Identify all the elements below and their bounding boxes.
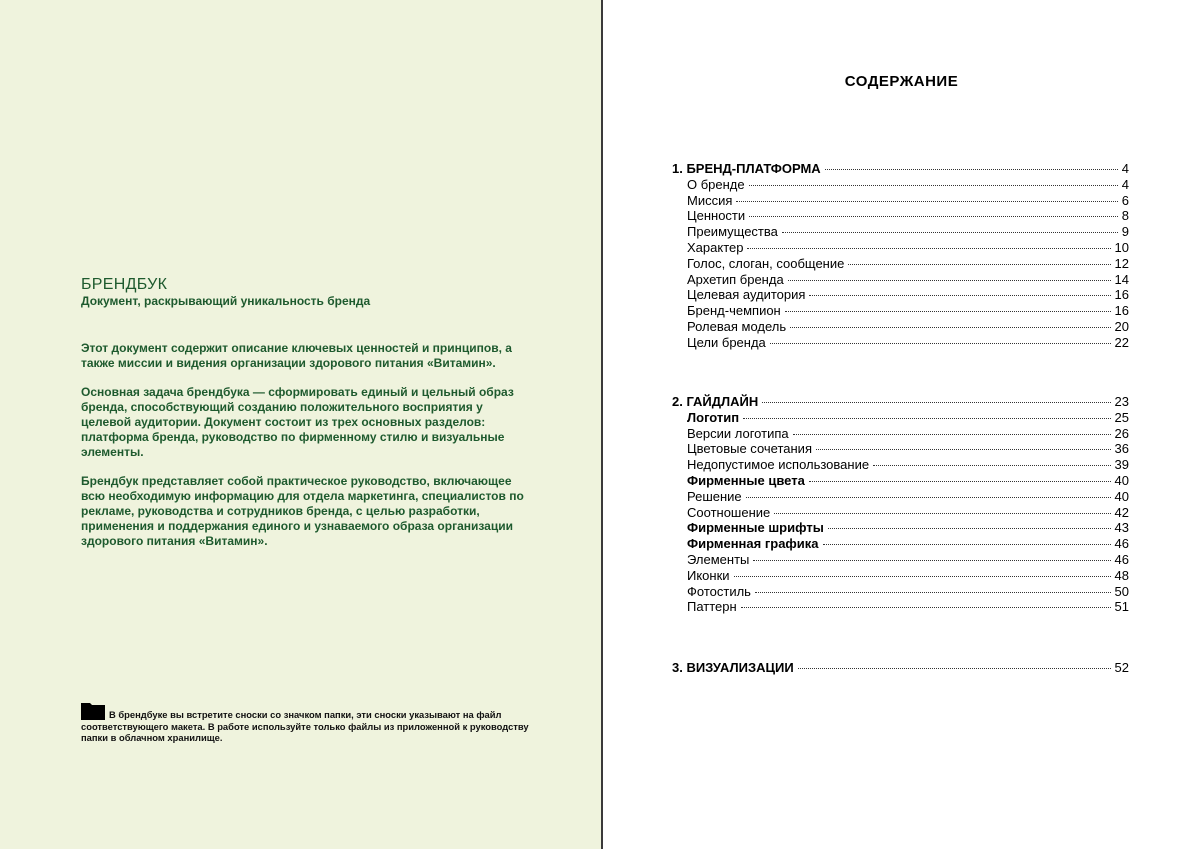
toc-entry[interactable] bbox=[672, 319, 1129, 335]
toc-entry-label: Голос, слоган, сообщение bbox=[687, 255, 845, 271]
toc-dot-leader bbox=[823, 544, 1111, 545]
toc-entry-label: Целевая аудитория bbox=[687, 287, 806, 303]
toc-page-number: 43 bbox=[1114, 520, 1129, 536]
toc-entry-label: Цели бренда bbox=[687, 334, 766, 350]
toc-entry-label: Иконки bbox=[687, 567, 730, 583]
toc-dot-leader bbox=[809, 481, 1111, 482]
toc-dot-leader bbox=[790, 327, 1110, 328]
toc-entry-label: Характер bbox=[687, 239, 744, 255]
toc-page-number: 16 bbox=[1114, 287, 1129, 303]
toc-dot-leader bbox=[749, 216, 1118, 217]
toc-entry[interactable] bbox=[672, 335, 1129, 351]
toc-page-number: 20 bbox=[1114, 318, 1129, 334]
toc-dot-leader bbox=[746, 497, 1111, 498]
toc-dot-leader bbox=[782, 232, 1118, 233]
footnote-text: В брендбуке вы встретите сноски со значком папки, эти сноски указывают на файл соответствующего макета. В работе используйте только файлы из приложенной к руководству папки в облачном хранилище. bbox=[81, 709, 529, 743]
toc-page-number: 9 bbox=[1121, 224, 1129, 240]
toc-entry-label: Недопустимое использование bbox=[687, 457, 870, 473]
toc-page-number: 6 bbox=[1121, 192, 1129, 208]
footnote bbox=[81, 703, 541, 744]
toc-page-number: 40 bbox=[1114, 472, 1129, 488]
right-page bbox=[603, 0, 1200, 849]
toc-entry-label: Паттерн bbox=[687, 599, 737, 615]
toc-section-guideline bbox=[672, 394, 1129, 615]
toc-entry[interactable] bbox=[672, 193, 1129, 209]
toc-page-number: 51 bbox=[1114, 599, 1129, 615]
toc-dot-leader bbox=[798, 668, 1111, 669]
toc-dot-leader bbox=[816, 449, 1111, 450]
brandbook-subtitle: Документ, раскрывающий уникальность бренда bbox=[81, 294, 371, 308]
toc-page-number: 40 bbox=[1114, 488, 1129, 504]
toc-entry-label: О бренде bbox=[687, 176, 745, 192]
toc-entry-label: Архетип бренда bbox=[687, 271, 784, 287]
toc-page-number: 25 bbox=[1114, 409, 1129, 425]
brandbook-title: БРЕНДБУК bbox=[81, 276, 168, 293]
toc-entry[interactable] bbox=[672, 441, 1129, 457]
toc-entry[interactable] bbox=[672, 224, 1129, 240]
toc-entry-label: Миссия bbox=[687, 192, 733, 208]
toc-dot-leader bbox=[788, 280, 1111, 281]
toc-page-number: 39 bbox=[1114, 457, 1129, 473]
toc-entry[interactable] bbox=[672, 240, 1129, 256]
toc-page-number: 42 bbox=[1114, 504, 1129, 520]
intro-block bbox=[81, 276, 531, 549]
toc-entry[interactable] bbox=[672, 536, 1129, 552]
toc-entry[interactable] bbox=[672, 489, 1129, 505]
toc-dot-leader bbox=[762, 402, 1110, 403]
toc-page-number: 12 bbox=[1114, 255, 1129, 271]
intro-paragraph: Основная задача брендбука — сформировать единый и цельный образ бренда, способствующий созданию положительного восприятия у целевой аудитории. Документ состоит из трех основных разделов: платформа бренда, руководство по фирменному стилю и визуальные элементы. bbox=[81, 385, 514, 459]
toc-entry[interactable] bbox=[672, 552, 1129, 568]
toc-entry[interactable] bbox=[672, 426, 1129, 442]
toc-page-number: 46 bbox=[1114, 551, 1129, 567]
toc-page-number: 14 bbox=[1114, 271, 1129, 287]
toc-page-number: 26 bbox=[1114, 425, 1129, 441]
toc-entry[interactable] bbox=[672, 410, 1129, 426]
toc-dot-leader bbox=[828, 528, 1111, 529]
toc-dot-leader bbox=[848, 264, 1110, 265]
toc-dot-leader bbox=[825, 169, 1118, 170]
toc-entry-label: Фирменные шрифты bbox=[687, 520, 824, 536]
toc-page-number: 4 bbox=[1121, 161, 1129, 176]
toc-entry-label: Версии логотипа bbox=[687, 425, 789, 441]
toc-entry-label: Логотип bbox=[687, 409, 740, 425]
toc-entry-label: Ценности bbox=[687, 208, 746, 224]
toc-entry[interactable] bbox=[672, 599, 1129, 615]
toc-entry[interactable] bbox=[672, 208, 1129, 224]
toc-dot-leader bbox=[785, 311, 1111, 312]
toc-entry[interactable] bbox=[672, 568, 1129, 584]
toc-entry[interactable] bbox=[672, 505, 1129, 521]
toc-entry-label: 3. ВИЗУАЛИЗАЦИИ bbox=[672, 660, 794, 675]
toc-dot-leader bbox=[747, 248, 1110, 249]
toc-entry[interactable] bbox=[672, 520, 1129, 536]
toc-entry[interactable] bbox=[672, 584, 1129, 600]
toc-entry[interactable] bbox=[672, 457, 1129, 473]
toc-page-number: 8 bbox=[1121, 208, 1129, 224]
toc-page-number: 16 bbox=[1114, 303, 1129, 319]
toc-entry-label: Соотношение bbox=[687, 504, 771, 520]
toc-section-heading[interactable] bbox=[672, 394, 1129, 410]
toc-dot-leader bbox=[736, 201, 1117, 202]
toc-page-number: 4 bbox=[1121, 176, 1129, 192]
toc-dot-leader bbox=[770, 343, 1111, 344]
toc-entry[interactable] bbox=[672, 303, 1129, 319]
toc-entry-label: 2. ГАЙДЛАЙН bbox=[672, 394, 759, 409]
toc-section-heading[interactable] bbox=[672, 660, 1129, 676]
toc-dot-leader bbox=[755, 592, 1111, 593]
toc-dot-leader bbox=[753, 560, 1110, 561]
toc-entry-label: Цветовые сочетания bbox=[687, 441, 812, 457]
toc-section-brand-platform bbox=[672, 161, 1129, 351]
folder-icon bbox=[81, 703, 105, 720]
toc-section-heading[interactable] bbox=[672, 161, 1129, 177]
toc-dot-leader bbox=[793, 434, 1111, 435]
toc-entry[interactable] bbox=[672, 272, 1129, 288]
toc-entry-label: Элементы bbox=[687, 551, 750, 567]
intro-paragraph: Брендбук представляет собой практическое руководство, включающее всю необходимую информацию для отдела маркетинга, специалистов по рекламе, руководства и сотрудников бренда, с целью разработки, применения и поддержания единого и узнаваемого образа организации здорового питания «Витамин». bbox=[81, 474, 524, 548]
toc-dot-leader bbox=[809, 295, 1110, 296]
toc-entry-label: 1. БРЕНД-ПЛАТФОРМА bbox=[672, 161, 821, 176]
toc-dot-leader bbox=[749, 185, 1118, 186]
toc-page-number: 10 bbox=[1114, 239, 1129, 255]
toc-entry[interactable] bbox=[672, 256, 1129, 272]
toc-entry[interactable] bbox=[672, 177, 1129, 193]
toc-title: СОДЕРЖАНИЕ bbox=[844, 73, 959, 90]
toc-dot-leader bbox=[734, 576, 1111, 577]
toc-page-number: 23 bbox=[1114, 394, 1129, 409]
toc-dot-leader bbox=[741, 607, 1111, 608]
toc-page-number: 36 bbox=[1114, 441, 1129, 457]
toc-entry-label: Фирменная графика bbox=[687, 536, 819, 552]
toc-entry-label: Бренд-чемпион bbox=[687, 303, 781, 319]
toc-entry-label: Фирменные цвета bbox=[687, 472, 805, 488]
toc-page-number: 46 bbox=[1114, 536, 1129, 552]
toc-dot-leader bbox=[743, 418, 1110, 419]
toc-dot-leader bbox=[774, 513, 1110, 514]
toc-page-number: 48 bbox=[1114, 567, 1129, 583]
toc-dot-leader bbox=[873, 465, 1110, 466]
toc-entry-label: Ролевая модель bbox=[687, 318, 787, 334]
toc-section-visualizations bbox=[672, 660, 1129, 676]
toc-page-number: 22 bbox=[1114, 334, 1129, 350]
toc-entry-label: Преимущества bbox=[687, 224, 778, 240]
toc-entry-label: Решение bbox=[687, 488, 742, 504]
toc-page-number: 52 bbox=[1114, 660, 1129, 675]
intro-paragraph: Этот документ содержит описание ключевых ценностей и принципов, а также миссии и видения организации здорового питания «Витамин». bbox=[81, 341, 512, 370]
toc-entry[interactable] bbox=[672, 287, 1129, 303]
toc-entry-label: Фотостиль bbox=[687, 583, 751, 599]
toc-entry[interactable] bbox=[672, 473, 1129, 489]
toc-page-number: 50 bbox=[1114, 583, 1129, 599]
